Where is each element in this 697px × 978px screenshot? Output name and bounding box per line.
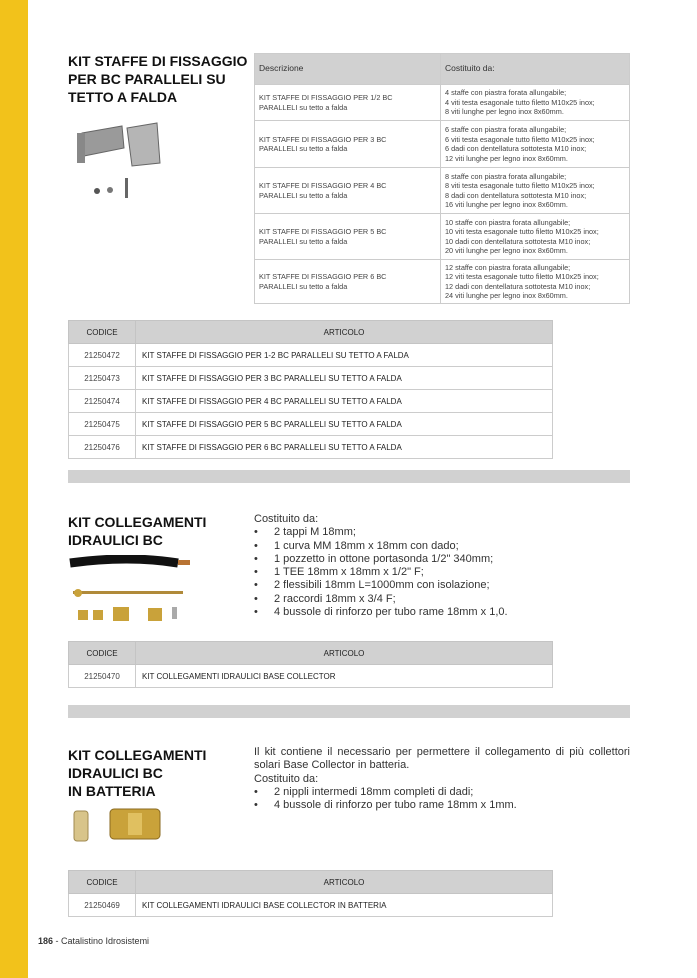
spec-header: Descrizione xyxy=(255,54,441,85)
component-list xyxy=(254,526,630,619)
table-row xyxy=(69,436,553,459)
header-codice: CODICE xyxy=(69,642,136,665)
desc: KIT STAFFE DI FISSAGGIO PER 3 BC xyxy=(259,134,387,144)
item: 20 viti lunghe per legno inox 8x60mm. xyxy=(445,246,568,255)
spec-row xyxy=(255,168,630,214)
section-divider xyxy=(68,705,630,718)
article: KIT COLLEGAMENTI IDRAULICI BASE COLLECTOR xyxy=(136,665,553,688)
table-row xyxy=(69,665,553,688)
spec-row xyxy=(255,260,630,304)
intro: Costituito da: xyxy=(254,772,319,785)
yellow-side-strip xyxy=(0,0,28,978)
nipple-fittings-image xyxy=(70,805,165,845)
code: 21250475 xyxy=(69,413,136,436)
spec-table xyxy=(254,53,630,304)
title-line: IN BATTERIA xyxy=(68,783,156,799)
component-list xyxy=(254,786,630,813)
code-table-batteria xyxy=(68,870,553,917)
list-item: • 2 nippli intermedi 18mm completi di dadi; xyxy=(254,786,630,799)
collegamenti-description xyxy=(254,513,630,619)
spec-header: Costituito da: xyxy=(441,54,630,85)
item: 24 viti lunghe per legno inox 8x60mm. xyxy=(445,291,568,300)
code-table-staffe xyxy=(68,320,553,459)
item: 16 viti lunghe per legno inox 8x60mm. xyxy=(445,200,568,209)
page-footer xyxy=(38,936,149,946)
header-articolo: ARTICOLO xyxy=(136,642,553,665)
item: 6 dadi con dentellatura sottotesta M10 inox; xyxy=(445,144,587,153)
list-item: • 1 TEE 18mm x 18mm x 1/2" F; xyxy=(254,566,630,579)
section-title-batteria xyxy=(68,746,206,800)
item: 10 viti testa esagonale tutto filetto M10x25 inox; xyxy=(445,227,599,236)
title-line: IDRAULICI BC xyxy=(68,765,163,781)
mounting-bracket-image xyxy=(72,118,172,200)
header-articolo: ARTICOLO xyxy=(136,321,553,344)
section-divider xyxy=(68,470,630,483)
desc: PARALLELI su tetto a falda xyxy=(259,144,348,153)
item: 8 viti lunghe per legno inox 8x60mm. xyxy=(445,107,564,117)
catalog-name: - Catalistino Idrosistemi xyxy=(53,936,150,946)
desc: KIT STAFFE DI FISSAGGIO PER 5 BC xyxy=(259,227,387,236)
table-row xyxy=(69,390,553,413)
title-line: TETTO A FALDA xyxy=(68,89,178,105)
section-title-staffe xyxy=(68,52,247,106)
title-line: PER BC PARALLELI SU xyxy=(68,71,226,87)
title-line: KIT COLLEGAMENTI xyxy=(68,514,207,530)
table-row xyxy=(69,344,553,367)
item: 10 staffe con piastra forata allungabile; xyxy=(445,217,571,227)
list-item: • 2 tappi M 18mm; xyxy=(254,526,630,539)
desc: KIT STAFFE DI FISSAGGIO PER 4 BC xyxy=(259,181,387,190)
item: 8 viti testa esagonale tutto filetto M10x25 inox; xyxy=(445,181,595,190)
header-codice: CODICE xyxy=(69,321,136,344)
item: 8 dadi con dentellatura sottotesta M10 inox; xyxy=(445,190,587,200)
code: 21250470 xyxy=(69,665,136,688)
list-item: • 1 curva MM 18mm x 18mm con dado; xyxy=(254,540,630,553)
paragraph: Il kit contiene il necessario per permettere il collegamento di più collettori solari Base Collector in batteria. xyxy=(254,746,630,772)
code: 21250473 xyxy=(69,367,136,390)
item: 4 staffe con piastra forata allungabile; xyxy=(445,88,567,98)
list-item: • 1 pozzetto in ottone portasonda 1/2" 340mm; xyxy=(254,553,630,566)
desc: PARALLELI su tetto a falda xyxy=(259,102,348,112)
item: 6 staffe con piastra forata allungabile; xyxy=(445,125,567,134)
desc: KIT STAFFE DI FISSAGGIO PER 6 BC xyxy=(259,272,387,281)
desc: PARALLELI su tetto a falda xyxy=(259,236,348,246)
list-item: • 4 bussole di rinforzo per tubo rame 18mm x 1mm. xyxy=(254,799,630,812)
item: 4 viti testa esagonale tutto filetto M10x25 inox; xyxy=(445,97,595,107)
item: 12 dadi con dentellatura sottotesta M10 inox; xyxy=(445,281,591,291)
article: KIT STAFFE DI FISSAGGIO PER 5 BC PARALLELI SU TETTO A FALDA xyxy=(136,413,553,436)
item: 6 viti testa esagonale tutto filetto M10x25 inox; xyxy=(445,134,595,144)
code: 21250476 xyxy=(69,436,136,459)
page-number: 186 xyxy=(38,936,54,946)
title-line: KIT COLLEGAMENTI xyxy=(68,747,207,763)
list-item: • 2 raccordi 18mm x 3/4 F; xyxy=(254,593,630,606)
article: KIT STAFFE DI FISSAGGIO PER 6 BC PARALLELI SU TETTO A FALDA xyxy=(136,436,553,459)
table-row xyxy=(69,413,553,436)
desc: KIT STAFFE DI FISSAGGIO PER 1/2 BC xyxy=(259,93,393,102)
spec-row xyxy=(255,121,630,168)
list-item: • 2 flessibili 18mm L=1000mm con isolazione; xyxy=(254,579,630,592)
table-row xyxy=(69,367,553,390)
header-articolo: ARTICOLO xyxy=(136,871,553,894)
list-item: • 4 bussole di rinforzo per tubo rame 18mm x 1,0. xyxy=(254,606,630,619)
item: 12 viti testa esagonale tutto filetto M10x25 inox; xyxy=(445,272,599,281)
code: 21250474 xyxy=(69,390,136,413)
title-line: KIT STAFFE DI FISSAGGIO xyxy=(68,53,248,69)
table-row xyxy=(69,894,553,917)
spec-row xyxy=(255,214,630,260)
code: 21250472 xyxy=(69,344,136,367)
item: 10 dadi con dentellatura sottotesta M10 inox; xyxy=(445,236,591,246)
article: KIT COLLEGAMENTI IDRAULICI BASE COLLECTOR IN BATTERIA xyxy=(136,894,553,917)
item: 12 staffe con piastra forata allungabile; xyxy=(445,262,571,272)
item: 12 viti lunghe per legno inox 8x60mm. xyxy=(445,153,568,163)
header-codice: CODICE xyxy=(69,871,136,894)
code: 21250469 xyxy=(69,894,136,917)
article: KIT STAFFE DI FISSAGGIO PER 3 BC PARALLELI SU TETTO A FALDA xyxy=(136,367,553,390)
article: KIT STAFFE DI FISSAGGIO PER 4 BC PARALLELI SU TETTO A FALDA xyxy=(136,390,553,413)
item: 8 staffe con piastra forata allungabile; xyxy=(445,171,567,181)
article: KIT STAFFE DI FISSAGGIO PER 1-2 BC PARALLELI SU TETTO A FALDA xyxy=(136,344,553,367)
hydraulic-kit-image xyxy=(68,555,198,625)
spec-row xyxy=(255,85,630,121)
batteria-description xyxy=(254,746,630,812)
desc: PARALLELI su tetto a falda xyxy=(259,281,348,291)
intro: Costituito da: xyxy=(254,513,319,525)
title-line: IDRAULICI BC xyxy=(68,532,163,548)
code-table-collegamenti xyxy=(68,641,553,688)
section-title-collegamenti xyxy=(68,513,206,549)
desc: PARALLELI su tetto a falda xyxy=(259,190,348,200)
